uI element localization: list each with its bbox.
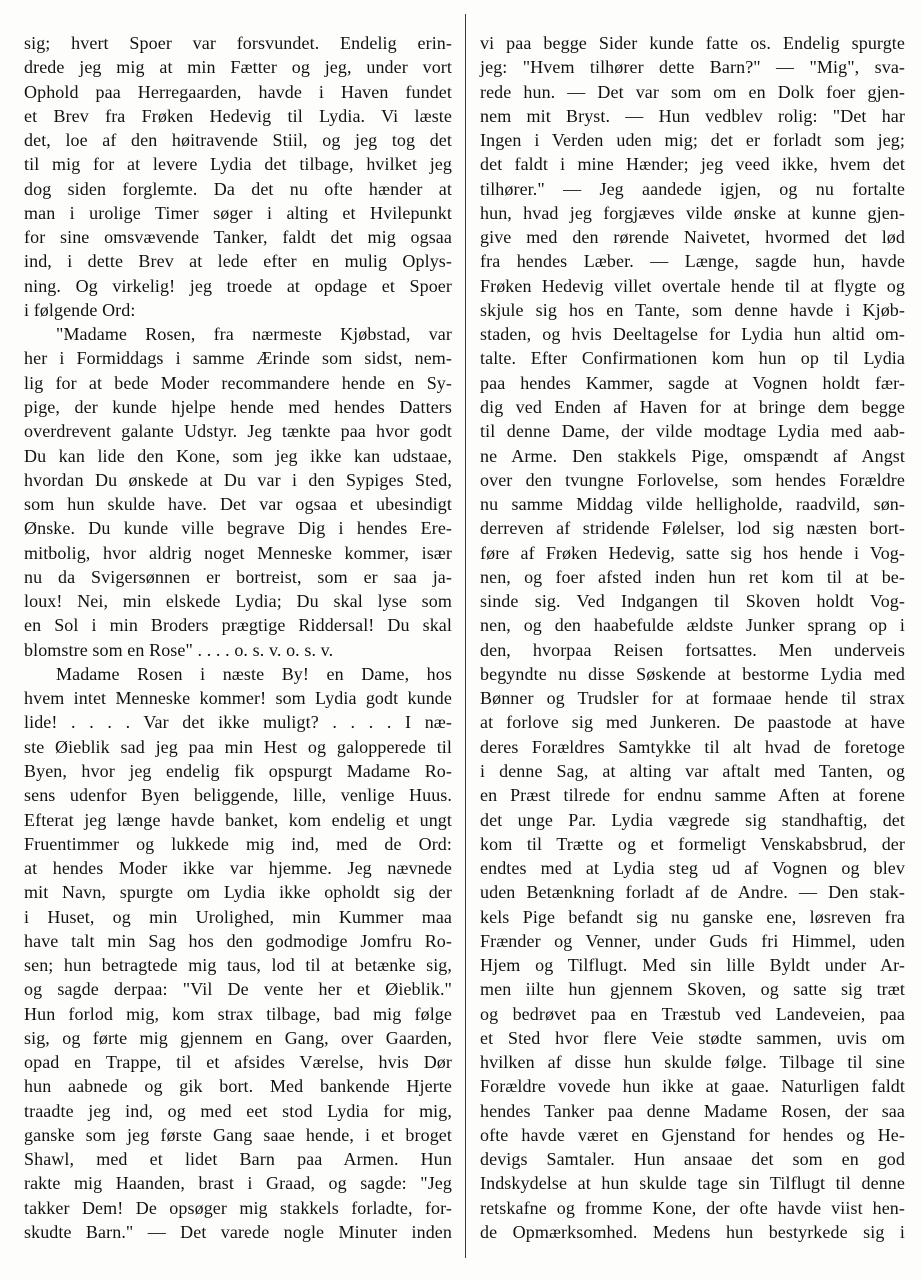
text-line: det unge Par. Lydia vægrede sig standhaftig, det [480,809,905,830]
text-line: traadte jeg ind, og med eet stod Lydia for mig, [24,1100,452,1121]
text-line: uden Betænkning forladt af de Andre. — Den stak- [480,882,905,903]
text-line: her i Formiddags i samme Ærinde som sidst, nem- [24,348,452,369]
text-line: man i urolige Timer søger i alting et Hvilepunkt [24,202,452,223]
text-line: sen; hun betragtede mig taus, lod til at betænke sig, [24,955,452,976]
text-line: staden, og hvis Deeltagelse for Lydia hun altid om- [480,324,905,345]
text-line: en Præst tilrede for endnu samme Aften at forene [480,785,905,806]
text-line: og bedrøvet paa en Træstub ved Landeveien, paa [480,1003,905,1024]
text-line: loux! Nei, min elskede Lydia; Du skal lyse som [24,591,452,612]
text-line: og sagde derpaa: "Vil De vente her et Øieblik." [24,979,452,1000]
text-line: sig; hvert Spoer var forsvundet. Endelig erin- [24,33,452,53]
text-line: fra hendes Læber. — Længe, sagde hun, havde [480,251,905,272]
text-line: dog siden forglemte. Da det nu ofte hænder at [24,178,452,199]
text-line: Hun forlod mig, kom strax tilbage, bad mig følge [24,1003,452,1024]
text-line: ofte havde været en Gjenstand for hendes og He- [480,1124,905,1145]
text-line: drede jeg mig at min Fætter og jeg, under vort [24,57,452,78]
text-line: derreven af stridende Følelser, lod sig næsten bort- [480,518,905,539]
text-line: føre af Frøken Hedevig, satte sig hos hende i Vog- [480,542,905,563]
text-line: endtes med at Lydia steg ud af Vognen og blev [480,858,905,879]
column-divider [465,14,466,1258]
text-line: begyndte nu disse Søskende at bestorme Lydia med [480,663,905,684]
text-line: nu da Svigersønnen er bortreist, som er saa ja- [24,566,452,587]
text-line: i Huset, og min Urolighed, min Kummer maa [24,906,452,927]
text-line: nen, og foer afsted inden hun ret kom til at be- [480,566,905,587]
text-line: kom til Trætte og et formeligt Venskabsbrud, der [480,833,905,854]
text-line: at forlove sig med Junkeren. De paastode at have [480,712,905,733]
text-line: talte. Efter Confirmationen kom hun op til Lydia [480,348,905,369]
text-line: en Sol i min Broders prægtige Riddersal! Du skal [24,615,452,636]
text-line: Hjem og Tilflugt. Med sin lille Byldt under Ar- [480,955,905,976]
text-line: rede hun. — Det var som om en Dolk foer gjen- [480,81,905,102]
left-text-column [24,31,452,1244]
text-line: hendes Tanker paa denne Madame Rosen, der saa [480,1100,905,1121]
text-line: i følgende Ord: [24,299,136,320]
text-line: i denne Sag, at alting var aftalt med Tanten, og [480,760,905,781]
text-line: hvem intet Menneske kommer! som Lydia godt kunde [24,688,452,709]
text-line: hvilken af disse hun skulde følge. Tilbage til sine [480,1052,905,1073]
text-line: takker Dem! De opsøger mig stakkels forladte, for- [24,1197,452,1218]
text-line: skudte Barn." — Det varede nogle Minuter inden [24,1222,452,1243]
right-text-column [480,31,905,1244]
text-line: Frænder og Venner, under Guds fri Himmel, uden [480,930,905,951]
text-line: for sine omsvævende Tanker, faldt det mig ogsaa [24,227,452,248]
text-line: nu samme Middag vilde helligholde, raadvild, søn- [480,494,905,515]
text-line: opad en Trappe, til et afsides Værelse, hvis Dør [24,1052,452,1073]
text-line: hvordan Du ønskede at Du var i den Sypiges Sted, [24,469,452,490]
text-line: Shawl, med et lidet Barn paa Armen. Hun [24,1149,452,1170]
text-line: paa hendes Kammer, sagde at Vognen holdt fær- [480,372,905,393]
text-line: et Brev fra Frøken Hedevig til Lydia. Vi læste [24,105,452,126]
text-line: sinde sig. Ved Indgangen til Skoven holdt Vog- [480,591,905,612]
text-line: nen, og den haabefulde ældste Junker sprang op i [480,615,905,636]
text-line: Forældre vovede hun ikke at gaae. Naturligen faldt [480,1076,905,1097]
text-line: Ingen i Verden uden mig; det er forladt som jeg; [480,130,905,151]
text-line: de Opmærksomhed. Medens hun bestyrkede sig i [480,1222,905,1243]
text-line: mit Navn, spurgte om Lydia ikke opholdt sig der [24,882,452,903]
text-line: devigs Samtaler. Hun ansaae det som en god [480,1149,905,1170]
text-line: ind, i dette Brev at lede efter en mulig Oplys- [24,251,452,272]
text-line: skjule sig hos en Tante, som denne havde i Kjøb- [480,299,905,320]
text-line: som hun skulde have. Det var ogsaa et ubesindigt [24,494,452,515]
text-line: ste Øieblik sad jeg paa min Hest og galopperede til [24,736,452,757]
text-line: et Sted hvor flere Veie stødte sammen, uvis om [480,1027,905,1048]
text-line: det, loe af den høitravende Stiil, og jeg tog det [24,130,452,151]
text-line: til denne Dame, der vilde modtage Lydia med aab- [480,421,905,442]
text-line: "Madame Rosen, fra nærmeste Kjøbstad, var [56,324,452,345]
text-line: Indskydelse at hun skulde tage sin Tilflugt til denne [480,1173,905,1194]
text-line: dig ved Enden af Haven for at bringe dem begge [480,396,905,417]
text-line: tilhører." — Jeg aandede igjen, og nu fortalte [480,178,905,199]
text-line: deres Forældres Samtykke til alt hvad de foretoge [480,736,905,757]
text-line: Fruentimmer og lukkede mig ind, med de Ord: [24,833,452,854]
text-line: pige, der kunde hjelpe hende med hendes Datters [24,396,452,417]
text-line: ning. Og virkelig! jeg troede at opdage et Spoer [24,275,452,296]
text-line: vi paa begge Sider kunde fatte os. Endelig spurgte [480,33,905,53]
text-line: rakte mig Haanden, brast i Graad, og sagde: "Jeg [24,1173,452,1194]
text-line: ganske som jeg første Gang saae hende, i et broget [24,1124,452,1145]
text-line: mitbolig, hvor aldrig noget Menneske kommer, især [24,542,452,563]
text-line: jeg: "Hvem tilhører dette Barn?" — "Mig", sva- [480,57,905,78]
text-line: sens udenfor Byen beliggende, lille, venlige Huus. [24,785,452,806]
text-line: den, hvorpaa Reisen fortsattes. Men underveis [480,639,905,660]
text-line: overdrevent galante Udstyr. Jeg tænkte paa hvor godt [24,421,452,442]
text-line: over den tvungne Forlovelse, som hendes Forældre [480,469,905,490]
text-line: kels Pige befandt sig nu ganske ene, løsreven fra [480,906,905,927]
text-line: hun aabnede og gik bort. Med bankende Hjerte [24,1076,452,1097]
text-line: til mig for at levere Lydia det tilbage, hvilket jeg [24,154,452,175]
text-line: retskafne og fromme Kone, der ofte havde viist hen- [480,1197,905,1218]
text-line: Ønske. Du kunde ville begrave Dig i hendes Ere- [24,518,452,539]
text-line: Bønner og Trudsler for at formaae hende til strax [480,688,905,709]
text-line: sig, og førte mig gjennem en Gang, over Gaarden, [24,1027,452,1048]
text-line: hun, hvad jeg forgjæves vilde ønske at kunne gjen- [480,202,905,223]
text-line: Madame Rosen i næste By! en Dame, hos [56,663,452,684]
text-line: ne Arme. Den stakkels Pige, omspændt af Angst [480,445,905,466]
text-line: nem mit Bryst. — Hun vedblev rolig: "Det har [480,105,905,126]
text-line: Du kan lide den Kone, som jeg ikke kan udstaae, [24,445,452,466]
text-line: Byen, hvor jeg endelig fik opspurgt Madame Ro- [24,760,452,781]
text-line: Frøken Hedevig villet overtale hende til at flygte og [480,275,905,296]
text-line: have talt min Sag hos den godmodige Jomfru Ro- [24,930,452,951]
text-line: give med den rørende Naivetet, hvormed det lød [480,227,905,248]
text-line: lide! . . . . Var det ikke muligt? . . . . I næ- [24,712,452,733]
text-line: men iilte hun gjennem Skoven, og satte sig træt [480,979,905,1000]
text-line: blomstre som en Rose" . . . . o. s. v. o. s. v. [24,639,334,660]
text-line: at hendes Moder ikke var hjemme. Jeg nævnede [24,858,452,879]
text-line: Ophold paa Herregaarden, havde i Haven fundet [24,81,452,102]
text-line: Efterat jeg længe havde banket, kom endelig et ungt [24,809,452,830]
text-line: det faldt i mine Hænder; jeg veed ikke, hvem det [480,154,905,175]
text-line: lig for at bede Moder recommandere hende en Sy- [24,372,452,393]
